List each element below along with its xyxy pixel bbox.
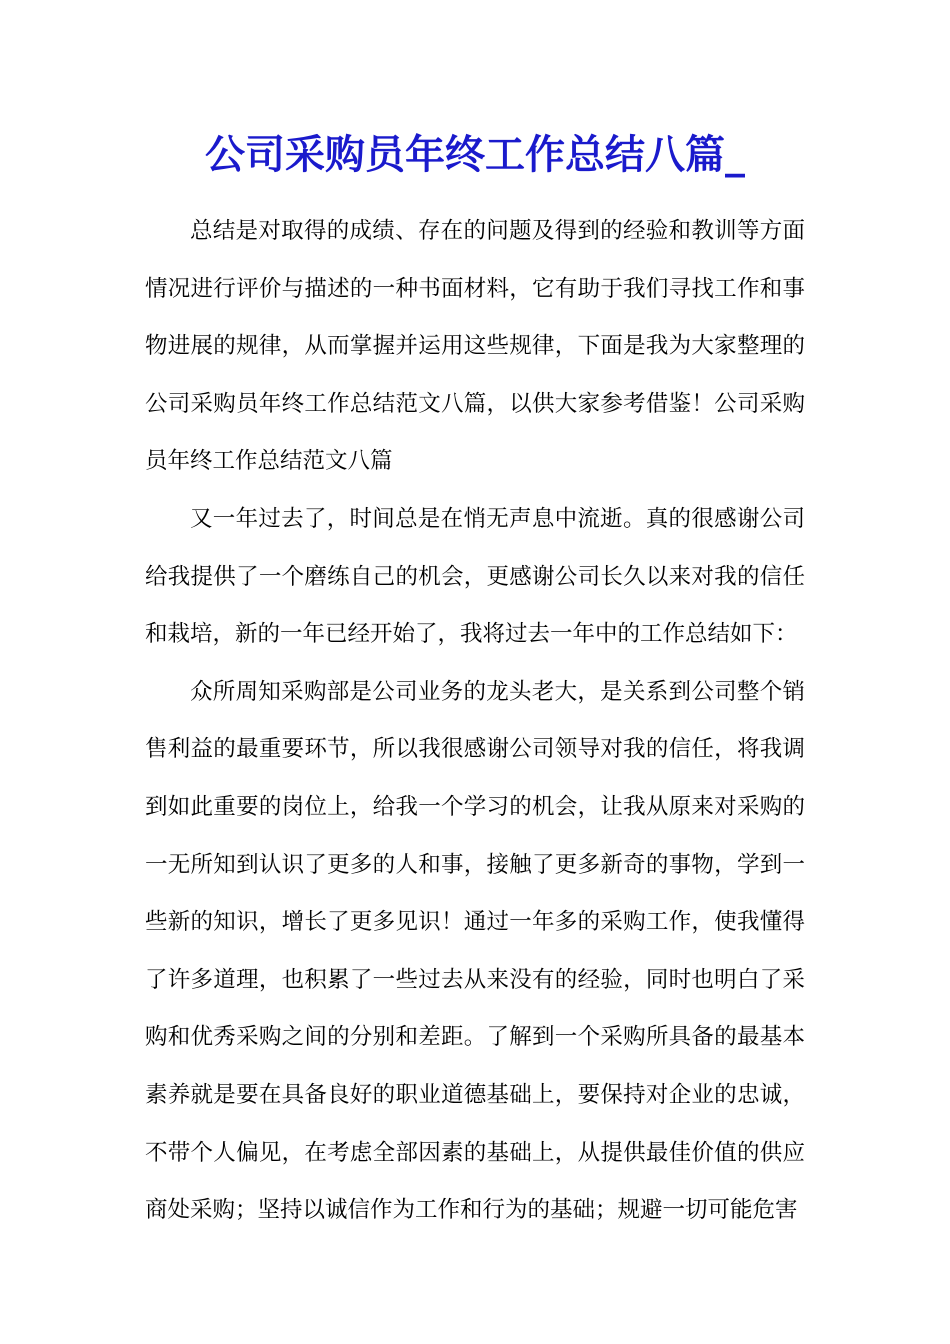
paragraph-main: 众所周知采购部是公司业务的龙头老大，是关系到公司整个销售利益的最重要环节，所以我很感谢公司领导对我的信任，将我调到如此重要的岗位上，给我一个学习的机会，让我从原来对采购的一无所知到认识了更多的人和事，接触了更多新奇的事物，学到一些新的知识，增长了更多见识！通过一年多的采购工作，使我懂得了许多道理，也积累了一些过去从来没有的经验，同时也明白了采购和优秀采购之间的分别和差距。了解到一个采购所具备的最基本素养就是要在具备良好的职业道德基础上，要保持对企业的忠诚，不带个人偏见，在考虑全部因素的基础上，从提供最佳价值的供应商处采购；坚持以诚信作为工作和行为的基础；规避一切可能危害 [145,678,805,1224]
paragraph-intro: 总结是对取得的成绩、存在的问题及得到的经验和教训等方面情况进行评价与描述的一种书面材料，它有助于我们寻找工作和事物进展的规律，从而掌握并运用这些规律，下面是我为大家整理的公司采购员年终工作总结范文八篇，以供大家参考借鉴！公司采购员年终工作总结范文八篇 [145,218,805,475]
document-body [145,203,805,1240]
paragraph-opening: 又一年过去了，时间总是在悄无声息中流逝。真的很感谢公司给我提供了一个磨练自己的机会，更感谢公司长久以来对我的信任和栽培，新的一年已经开始了，我将过去一年中的工作总结如下： [145,505,805,648]
document-title: 公司采购员年终工作总结八篇_ [205,131,745,178]
